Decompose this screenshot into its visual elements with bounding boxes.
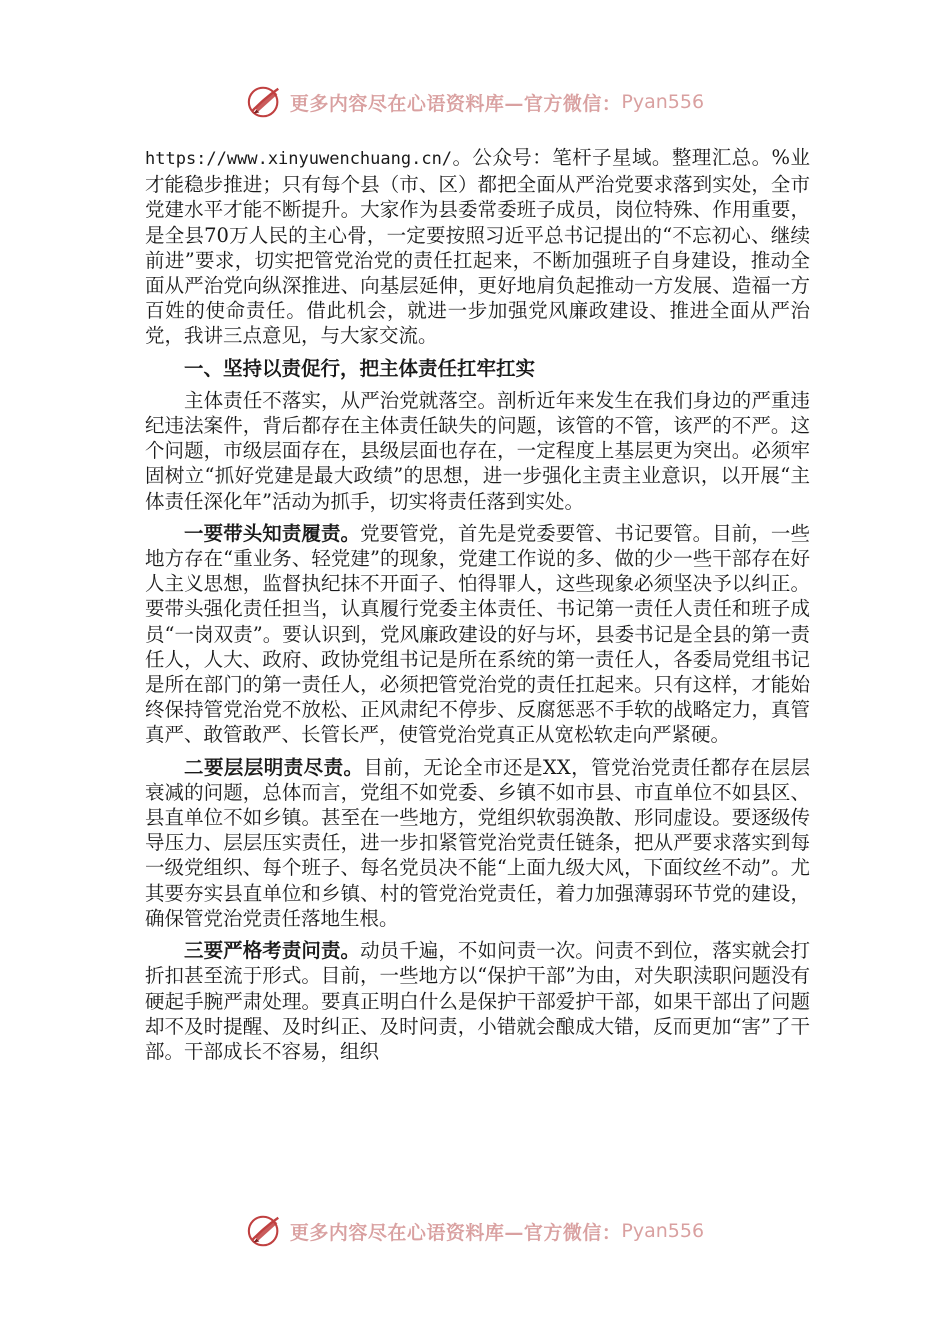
section-paragraph-1: 主体责任不落实，从严治党就落空。剖析近年来发生在我们身边的严重违纪违法案件，背后都存在主体责任缺失的问题，该管的不管，该严的不严。这个问题，市级层面存在，县级层面也存在，一定程度上基层更为突出。必须牢固树立“抓好党建是最大政绩”的思想，进一步强化主责主业意识，以开展“主体责任深化年”活动为抓手，切实将责任落到实处。 (145, 388, 810, 513)
section-heading-1: 一、坚持以责促行，把主体责任扛牢扛实 (184, 356, 536, 380)
intro-url: https://www.xinyuwenchuang.cn/ (145, 149, 453, 169)
item-body-3: 动员千遍，不如问责一次。问责不到位，落实就会打折扣甚至流于形式。目前，一些地方以“保护干部”为由，对失职渎职问题没有硬起手腕严肃处理。要真正明白什么是保护干部爱护干部，如果干部出了问题却不及时提醒、及时纠正、及时问责，小错就会酿成大错，反而更加“害”了干部。干部成长不容易，组织 (145, 939, 810, 1063)
item-lead-1: 一要带头知责履责。 (184, 521, 361, 545)
watermark-wechat-id: Pyan556 (621, 1220, 705, 1242)
document-body (145, 145, 810, 1064)
watermark-banner-bottom (0, 1211, 950, 1251)
watermark-text: 更多内容尽在心语资料库—官方微信： (289, 92, 622, 115)
item-body-2: 目前，无论全市还是XX，管党治党责任都存在层层衰减的问题，总体而言，党组不如党委、乡镇不如市县、市直单位不如县区、县直单位不如乡镇。甚至在一些地方，党组织软弱涣散、形同虚设。要逐级传导压力、层层压实责任，进一步扣紧管党治党责任链条，把从严要求落实到每一级党组织、每个班子、每名党员决不能“上面九级大风，下面纹丝不动”。尤其要夯实县直单位和乡镇、村的管党治党责任，着力加强薄弱环节党的建设，确保管党治党责任落地生根。 (145, 755, 810, 930)
watermark-text: 更多内容尽在心语资料库—官方微信： (289, 1221, 622, 1244)
item-lead-2: 二要层层明责尽责。 (184, 755, 364, 779)
intro-paragraph (145, 145, 810, 349)
item-paragraph-2 (145, 755, 810, 931)
intro-text: 。公众号：笔杆子星域。整理汇总。%业才能稳步推进；只有每个县（市、区）都把全面从严治党要求落到实处，全市党建水平才能不断提升。大家作为县委常委班子成员，岗位特殊、作用重要，是全县70万人民的主心骨，一定要按照习近平总书记提出的“不忘初心、继续前进”要求，切实把管党治党的责任扛起来，不断加强班子自身建设，推动全面从严治党向纵深推进、向基层延伸，更好地肩负起推动一方发展、造福一方百姓的使命责任。借此机会，就进一步加强党风廉政建设、推进全面从严治党，我讲三点意见，与大家交流。 (145, 146, 810, 348)
pen-logo-icon (246, 1212, 284, 1250)
watermark-banner-top (0, 82, 950, 122)
watermark-wechat-id: Pyan556 (621, 91, 705, 113)
item-paragraph-3 (145, 938, 810, 1064)
item-body-1: 党要管党，首先是党委要管、书记要管。目前，一些地方存在“重业务、轻党建”的现象，党建工作说的多、做的少一些干部存在好人主义思想，监督执纪抹不开面子、怕得罪人，这些现象必须坚决予以纠正。要带头强化责任担当，认真履行党委主体责任、书记第一责任人责任和班子成员“一岗双责”。要认识到，党风廉政建设的好与坏，县委书记是全县的第一责任人，人大、政府、政协党组书记是所在系统的第一责任人，各委局党组书记是所在部门的第一责任人，必须把管党治党的责任扛起来。只有这样，才能始终保持管党治党不放松、正风肃纪不停步、反腐惩恶不手软的战略定力，真管真严、敢管敢严、长管长严，使管党治党真正从宽松软走向严紧硬。 (145, 521, 810, 747)
pen-logo-icon (246, 83, 284, 121)
item-lead-3: 三要严格考责问责。 (184, 939, 361, 963)
item-paragraph-1 (145, 521, 810, 748)
